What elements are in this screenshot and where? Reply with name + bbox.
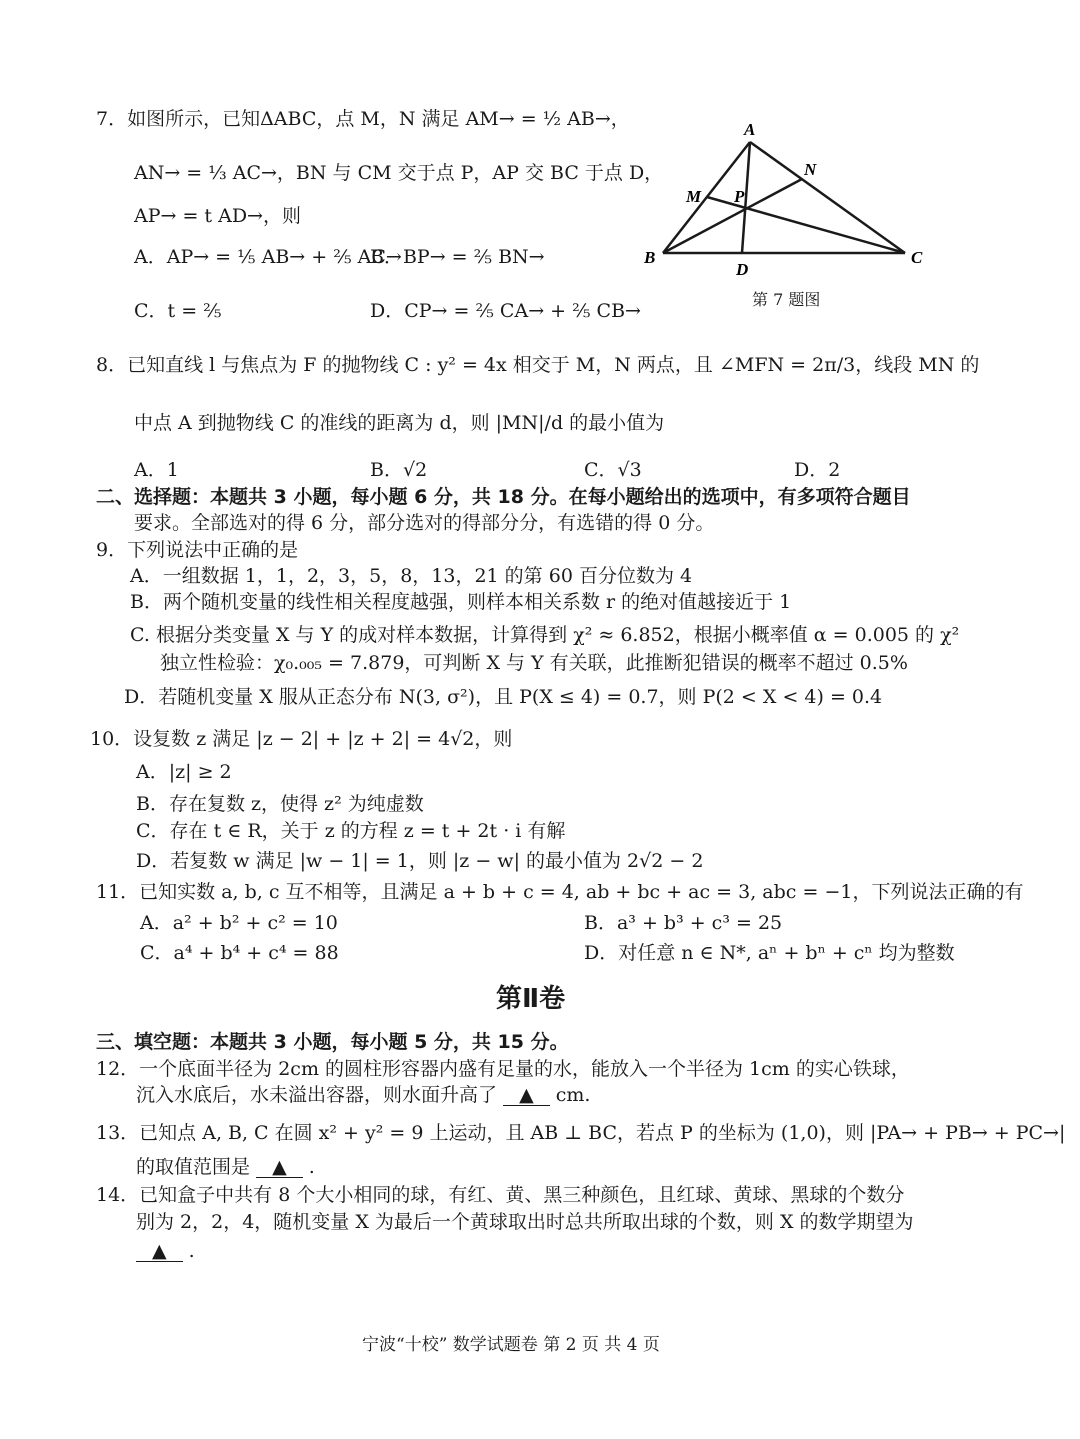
q9-option-d: D．若随机变量 X 服从正态分布 N(3, σ²)，且 P(X ≤ 4) = 0.7，则 P(2 < X < 4) = 0.4 — [124, 686, 883, 708]
q14-line-3 — [136, 1238, 195, 1264]
label-b: B — [644, 248, 656, 267]
q8-line-2: 中点 A 到抛物线 C 的准线的距离为 d，则 |MN|/d 的最小值为 — [134, 412, 665, 434]
q7-option-d: D．CP→ = ⅖ CA→ + ⅖ CB→ — [370, 300, 641, 322]
q14-answer-blank[interactable]: ▲ — [136, 1241, 183, 1262]
q12-line-2 — [136, 1082, 590, 1108]
q14-line-2: 别为 2，2，4，随机变量 X 为最后一个黄球取出时总共所取出球的个数，则 X 的数学期望为 — [136, 1211, 914, 1233]
q8-option-b: B．√2 — [370, 459, 428, 481]
q9-option-c-line-1: C. 根据分类变量 X 与 Y 的成对样本数据，计算得到 χ² ≈ 6.852，根据小概率值 α = 0.005 的 χ² — [130, 624, 960, 646]
section-2-note: 要求。全部选对的得 6 分，部分选对的得部分分，有选错的得 0 分。 — [134, 512, 715, 534]
q9-stem: 9．下列说法中正确的是 — [96, 539, 299, 561]
segment-bn — [663, 179, 802, 253]
q7-line-2: AN→ = ⅓ AC→，BN 与 CM 交于点 P，AP 交 BC 于点 D， — [134, 162, 664, 184]
q7-figure-caption: 第 7 题图 — [752, 290, 821, 309]
q11-option-a: A．a² + b² + c² = 10 — [140, 912, 338, 934]
side-ac — [750, 142, 905, 253]
q14-line-1: 14．已知盒子中共有 8 个大小相同的球，有红、黄、黑三种颜色，且红球、黄球、黑球的个数分 — [96, 1184, 905, 1206]
q13-end: . — [308, 1156, 315, 1178]
q12-line-2-text: 沉入水底后，水未溢出容器，则水面升高了 — [136, 1084, 498, 1106]
q7-line-1: 7．如图所示，已知ΔABC，点 M，N 满足 AM→ = ½ AB→， — [96, 108, 630, 130]
q13-line-2-text: 的取值范围是 — [136, 1156, 251, 1178]
q8-option-a: A．1 — [134, 459, 179, 481]
q8-line-1: 8．已知直线 l 与焦点为 F 的抛物线 C : y² = 4x 相交于 M，N 两点，且 ∠MFN = 2π/3，线段 MN 的 — [96, 354, 980, 376]
q14-end: . — [188, 1240, 195, 1262]
q11-option-b: B．a³ + b³ + c³ = 25 — [584, 912, 783, 934]
label-n: N — [804, 160, 817, 179]
part-2-title: 第Ⅱ卷 — [496, 984, 566, 1014]
q7-triangle-figure — [630, 115, 940, 315]
q8-option-c: C．√3 — [584, 459, 642, 481]
q11-option-d: D．对任意 n ∈ N*, aⁿ + bⁿ + cⁿ 均为整数 — [584, 942, 955, 964]
q7-option-c: C．t = ⅖ — [134, 300, 222, 322]
q11-option-c: C．a⁴ + b⁴ + c⁴ = 88 — [140, 942, 339, 964]
q8-option-d: D．2 — [794, 459, 841, 481]
q10-option-a: A．|z| ≥ 2 — [136, 761, 232, 783]
q10-option-b: B．存在复数 z，使得 z² 为纯虚数 — [136, 793, 424, 815]
label-m: M — [686, 187, 702, 206]
q13-line-1: 13．已知点 A, B, C 在圆 x² + y² = 9 上运动，且 AB ⊥ BC，若点 P 的坐标为 (1,0)，则 |PA→ + PB→ + PC→| — [96, 1122, 1066, 1144]
q7-option-b: B．BP→ = ⅖ BN→ — [370, 246, 545, 268]
q10-option-d: D．若复数 w 满足 |w − 1| = 1，则 |z − w| 的最小值为 2√2 − 2 — [136, 850, 704, 872]
q13-answer-blank[interactable]: ▲ — [256, 1157, 303, 1178]
section-3-heading: 三、填空题：本题共 3 小题，每小题 5 分，共 15 分。 — [96, 1031, 569, 1053]
q9-option-b: B．两个随机变量的线性相关程度越强，则样本相关系数 r 的绝对值越接近于 1 — [130, 591, 792, 613]
page-footer: 宁波“十校” 数学试题卷 第 2 页 共 4 页 — [362, 1335, 660, 1355]
label-p: P — [734, 187, 745, 206]
q9-option-a: A．一组数据 1，1，2，3，5，8，13，21 的第 60 百分位数为 4 — [130, 565, 693, 587]
q13-line-2 — [136, 1154, 315, 1180]
label-d: D — [736, 260, 749, 279]
section-2-heading: 二、选择题：本题共 3 小题，每小题 6 分，共 18 分。在每小题给出的选项中，有多项符合题目 — [96, 486, 911, 508]
q10-stem: 10．设复数 z 满足 |z − 2| + |z + 2| = 4√2，则 — [90, 728, 513, 750]
label-a: A — [744, 120, 756, 139]
q9-option-c-line-2: 独立性检验：χ₀.₀₀₅ = 7.879，可判断 X 与 Y 有关联，此推断犯错误的概率不超过 0.5% — [160, 652, 908, 674]
label-c: C — [911, 248, 923, 267]
q12-unit: cm. — [555, 1084, 591, 1106]
q12-line-1: 12．一个底面半径为 2cm 的圆柱形容器内盛有足量的水，能放入一个半径为 1cm 的实心铁球， — [96, 1058, 910, 1080]
q7-line-3: AP→ = t AD→，则 — [134, 205, 301, 227]
q10-option-c: C．存在 t ∈ R，关于 z 的方程 z = t + 2t · i 有解 — [136, 820, 566, 842]
q11-stem: 11．已知实数 a, b, c 互不相等，且满足 a + b + c = 4, ab + bc + ac = 3, abc = −1，下列说法正确的有 — [96, 881, 1024, 903]
q12-answer-blank[interactable]: ▲ — [503, 1085, 550, 1106]
q7-option-a: A．AP→ = ⅕ AB→ + ⅖ AC→ — [134, 246, 402, 268]
